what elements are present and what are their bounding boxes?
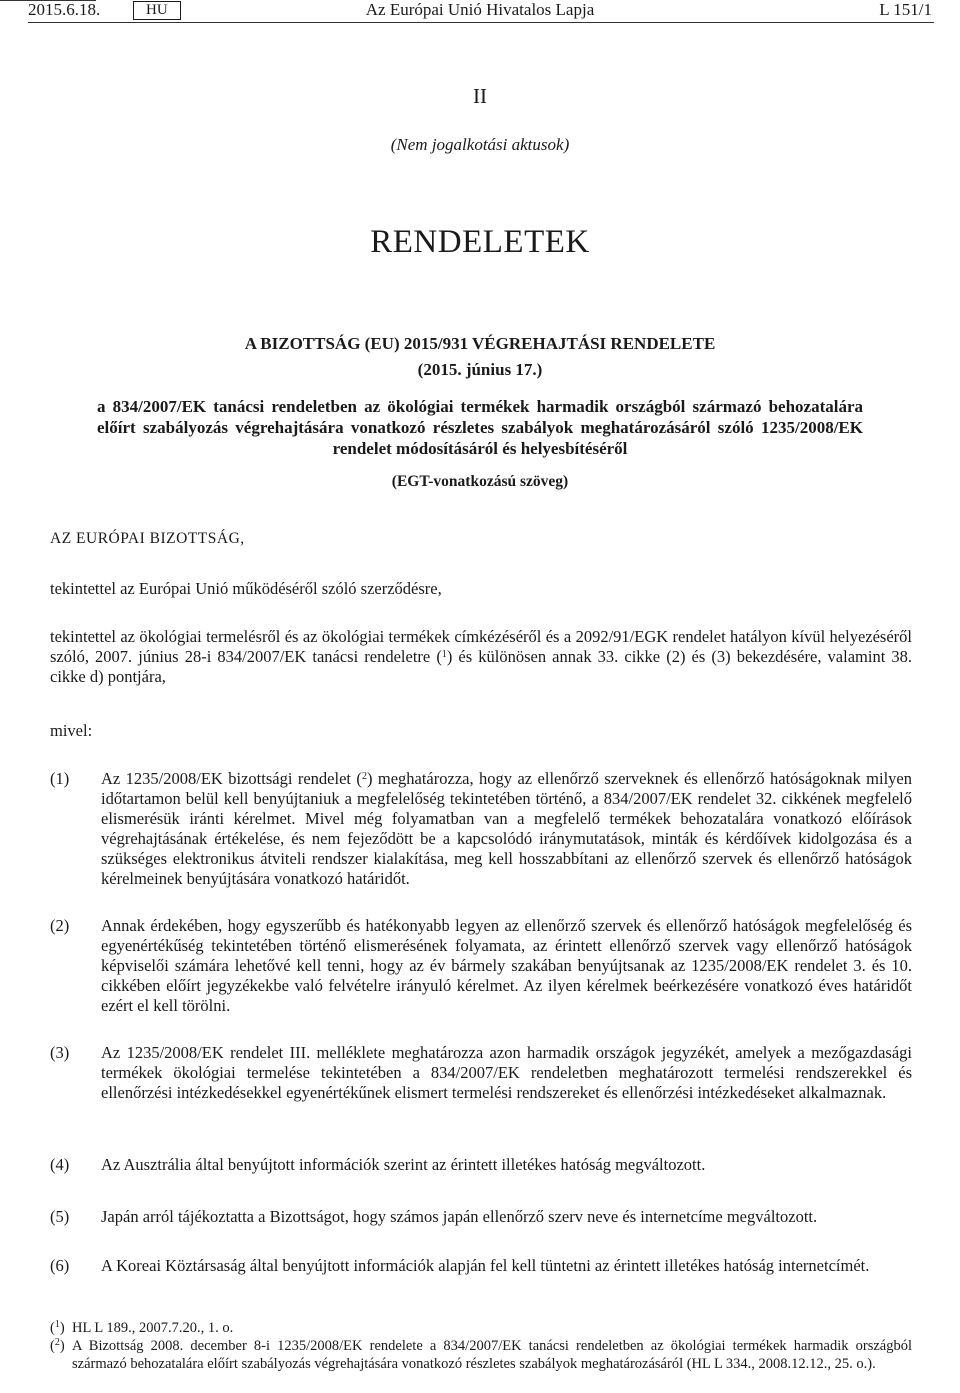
footnote-paren: ) <box>59 1320 65 1336</box>
citation-2-text-end: ) és különösen annak 33. cikke (2) és (3) bekezdésére, valamint 38. cikke d) pontjára, <box>50 647 912 686</box>
whereas-heading: mivel: <box>50 721 93 740</box>
section-roman: II <box>473 84 487 108</box>
recital-number: (4) <box>50 1155 70 1174</box>
footnote-text: A Bizottság 2008. december 8-i 1235/2008/EK rendelete a 834/2007/EK tanácsi rendeletben az ökológiai termékek harmadik országból származó behozatalára előírt szabályozás végrehajtására vonatkozó részletes szabályok meghatározásáról (HL L 334., 2008.12.12., 25. o.). <box>72 1338 912 1372</box>
regulations-heading: RENDELETEK <box>370 224 590 260</box>
regulation-title: A BIZOTTSÁG (EU) 2015/931 VÉGREHAJTÁSI RENDELETE <box>244 334 716 353</box>
header-rule <box>28 22 934 23</box>
citation-1: tekintettel az Európai Unió működéséről szóló szerződésre, <box>50 579 442 598</box>
header-date: 2015.6.18. <box>28 0 101 19</box>
recital-number: (3) <box>50 1043 70 1062</box>
regulation-date: (2015. június 17.) <box>417 360 543 379</box>
recital-number: (6) <box>50 1256 70 1275</box>
footnote-paren: ) <box>59 1338 65 1354</box>
language-badge: HU <box>133 1 181 20</box>
recital-text-part: Az 1235/2008/EK bizottsági rendelet ( <box>101 769 362 788</box>
recital-text <box>101 769 912 889</box>
recital-text: Japán arról tájékoztatta a Bizottságot, hogy számos japán ellenőrző szerv neve és internetcíme megváltozott. <box>101 1207 818 1226</box>
commission-heading: AZ EURÓPAI BIZOTTSÁG, <box>50 530 245 547</box>
footnote-sup: 1 <box>54 1319 60 1330</box>
footnote-ref[interactable]: 1 <box>441 649 447 660</box>
recital-number: (5) <box>50 1207 70 1226</box>
section-subtitle: (Nem jogalkotási aktusok) <box>390 135 570 154</box>
footnote-paren: ( <box>50 1338 55 1354</box>
recital-text: Annak érdekében, hogy egyszerűbb és hatékonyabb legyen az ellenőrző szervek és ellenőrző hatóságok megfelelőség és egyenértékűség tekintetében történő elismerésének folyamata, az érintett ellenőrző szervek vagy ellenőrző hatóságok képviselői számára lehetővé kell tenni, hogy az év bármely szakában benyújtsanak az 1235/2008/EK rendelet 3. és 10. cikkében előírt jegyzékekbe való felvételre irányuló kérelmet. Az ilyen kérelmek beérkezésére vonatkozó éves határidőt ezért el kell törölni. <box>101 916 912 1015</box>
footnote-number <box>50 1319 65 1337</box>
recital-number: (1) <box>50 769 70 788</box>
regulation-subject: a 834/2007/EK tanácsi rendeletben az ökológiai termékek harmadik országból származó behozatalára előírt szabályozás végrehajtására vonatkozó részletes szabályok meghatározásáról szóló 1235/2008/EK rendelet módosításáról és helyesbítéséről <box>97 397 863 458</box>
footnote-paren: ( <box>50 1320 55 1336</box>
recital-number: (2) <box>50 916 70 935</box>
eea-relevance: (EGT-vonatkozású szöveg) <box>391 473 569 490</box>
footnote-number <box>50 1337 65 1355</box>
page-number: L 151/1 <box>879 0 932 19</box>
footnote-text: HL L 189., 2007.7.20., 1. o. <box>72 1320 234 1336</box>
footnote-ref[interactable]: 2 <box>361 771 367 782</box>
recital-text: A Koreai Köztársaság által benyújtott információk alapján fel kell tüntetni az érintett illetékes hatóság internetcímét. <box>101 1256 870 1275</box>
recital-text: Az 1235/2008/EK rendelet III. melléklete meghatározza azon harmadik országok jegyzékét, amelyek a mezőgazdasági termékek ökológiai termelése tekintetében a 834/2007/EK rendeletben meghatározott termelési rendszerekkel és ellenőrzési intézkedésekkel egyenértékűnek elismert termelési rendszereket és ellenőrzési intézkedéseket alkalmaznak. <box>101 1043 912 1102</box>
citation-2 <box>50 627 912 687</box>
footnote-sup: 2 <box>54 1337 60 1348</box>
citation-2-text: tekintettel az ökológiai termelésről és az ökológiai termékek címkézéséről és a 2092/91/EGK rendelet hatályon kívül helyezéséről szóló, 2007. június 28-i 834/2007/EK tanácsi rendeletre ( <box>50 627 912 666</box>
journal-title: Az Európai Unió Hivatalos Lapja <box>365 0 595 19</box>
recital-text-part: ) meghatározza, hogy az ellenőrző szerveknek és ellenőrző hatóságoknak milyen időtartamon belül kell benyújtaniuk a megfelelőség tekintetében történő, a 834/2007/EK rendelet 32. cikkének megfelelő elismerésük iránti kérelmet. Mivel még folyamatban van a megfelelő termékek behozatalára vonatkozó előírások végrehajtásának értékelése, és nem fejeződött be a kapcsolódó iránymutatások, minták és kérdőívek kidolgozása és a szükséges elektronikus átviteli rendszer kialakítása, meg kell hosszabbítani az ellenőrző szervek és ellenőrző hatóságok kérelmeinek benyújtására vonatkozó határidőt. <box>101 769 912 888</box>
recital-text: Az Ausztrália által benyújtott információk szerint az érintett illetékes hatóság megváltozott. <box>101 1155 706 1174</box>
